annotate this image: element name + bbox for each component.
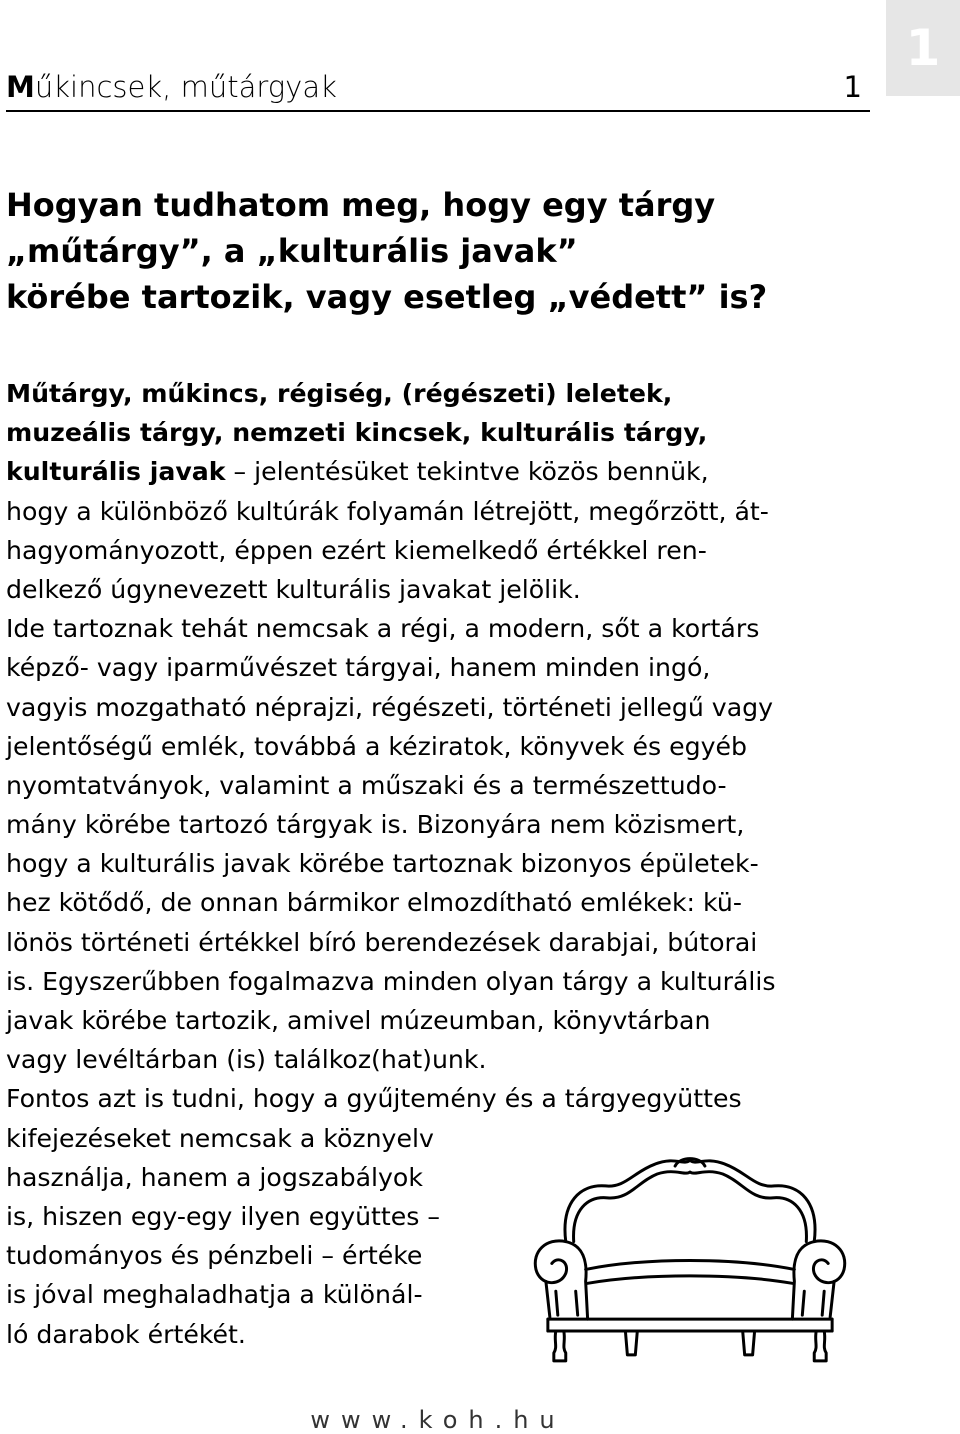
paragraph3-line: is jóval meghaladhatja a különál-	[6, 1280, 423, 1310]
paragraph1-line: hagyományozott, éppen ezért kiemelkedő értékkel ren-	[6, 535, 707, 565]
sofa-icon	[526, 1142, 854, 1366]
question-line: „műtárgy”, a „kulturális javak”	[6, 232, 578, 270]
running-header	[6, 66, 870, 112]
paragraph1-line	[6, 452, 866, 491]
paragraph2-line: vagy levéltárban (is) találkoz(hat)unk.	[6, 1045, 487, 1075]
chapter-tab	[886, 0, 960, 96]
paragraph3-line: ló darabok értékét.	[6, 1319, 246, 1349]
paragraph1-line: Műtárgy, műkincs, régiség, (régészeti) leletek,	[6, 379, 673, 408]
chapter-tab-number: 1	[905, 19, 941, 77]
footer-url: www.koh.hu	[310, 1406, 566, 1434]
question-heading	[6, 182, 866, 320]
paragraph3-line: tudományos és pénzbeli – értéke	[6, 1241, 423, 1271]
header-title-initial: M	[6, 70, 35, 104]
paragraph1-line: hogy a különböző kultúrák folyamán létrejött, megőrzött, át-	[6, 496, 769, 526]
header-title	[6, 70, 337, 104]
header-page-number: 1	[843, 70, 862, 104]
paragraph2-line: Ide tartoznak tehát nemcsak a régi, a modern, sőt a kortárs	[6, 614, 760, 644]
paragraph3-line: is, hiszen egy-egy ilyen együttes –	[6, 1201, 441, 1231]
question-line: körébe tartozik, vagy esetleg „védett” is?	[6, 278, 768, 316]
paragraph2-line: vagyis mozgatható néprajzi, régészeti, történeti jellegű vagy	[6, 692, 774, 722]
paragraph2-line: javak körébe tartozik, amivel múzeumban, könyvtárban	[6, 1006, 711, 1035]
paragraph3-line: használja, hanem a jogszabályok	[6, 1162, 423, 1192]
question-line: Hogyan tudhatom meg, hogy egy tárgy	[6, 186, 716, 224]
paragraph1-line: delkező úgynevezett kulturális javakat jelölik.	[6, 574, 581, 604]
paragraph2-line: mány körébe tartozó tárgyak is. Bizonyára nem közismert,	[6, 810, 745, 840]
paragraph3-line: kifejezéseket nemcsak a köznyelv	[6, 1123, 434, 1153]
paragraph2-line: nyomtatványok, valamint a műszaki és a természettudo-	[6, 770, 727, 800]
paragraph2-line: lönös történeti értékkel bíró berendezések darabjai, bútorai	[6, 927, 758, 957]
paragraph1-line-rest: – jelentésüket tekintve közös bennük,	[225, 457, 709, 487]
paragraph2-line: hogy a kulturális javak körébe tartoznak bizonyos épületek-	[6, 849, 759, 879]
paragraph2-line: is. Egyszerűbben fogalmazva minden olyan tárgy a kulturális	[6, 966, 776, 996]
term-kulturalis-javak: kulturális javak	[6, 457, 226, 487]
header-title-rest: űkincsek, műtárgyak	[34, 70, 337, 104]
paragraph2-line: képző- vagy iparművészet tárgyai, hanem minden ingó,	[6, 653, 711, 683]
paragraph2-line: jelentőségű emlék, továbbá a kéziratok, könyvek és egyéb	[6, 731, 747, 761]
paragraph1-line: muzeális tárgy, nemzeti kincsek, kulturális tárgy,	[6, 418, 708, 448]
paragraph2-line: hez kötődő, de onnan bármikor elmozdítható emlékek: kü-	[6, 888, 742, 918]
paragraph3-line: Fontos azt is tudni, hogy a gyűjtemény és a tárgyegyüttes	[6, 1084, 742, 1114]
